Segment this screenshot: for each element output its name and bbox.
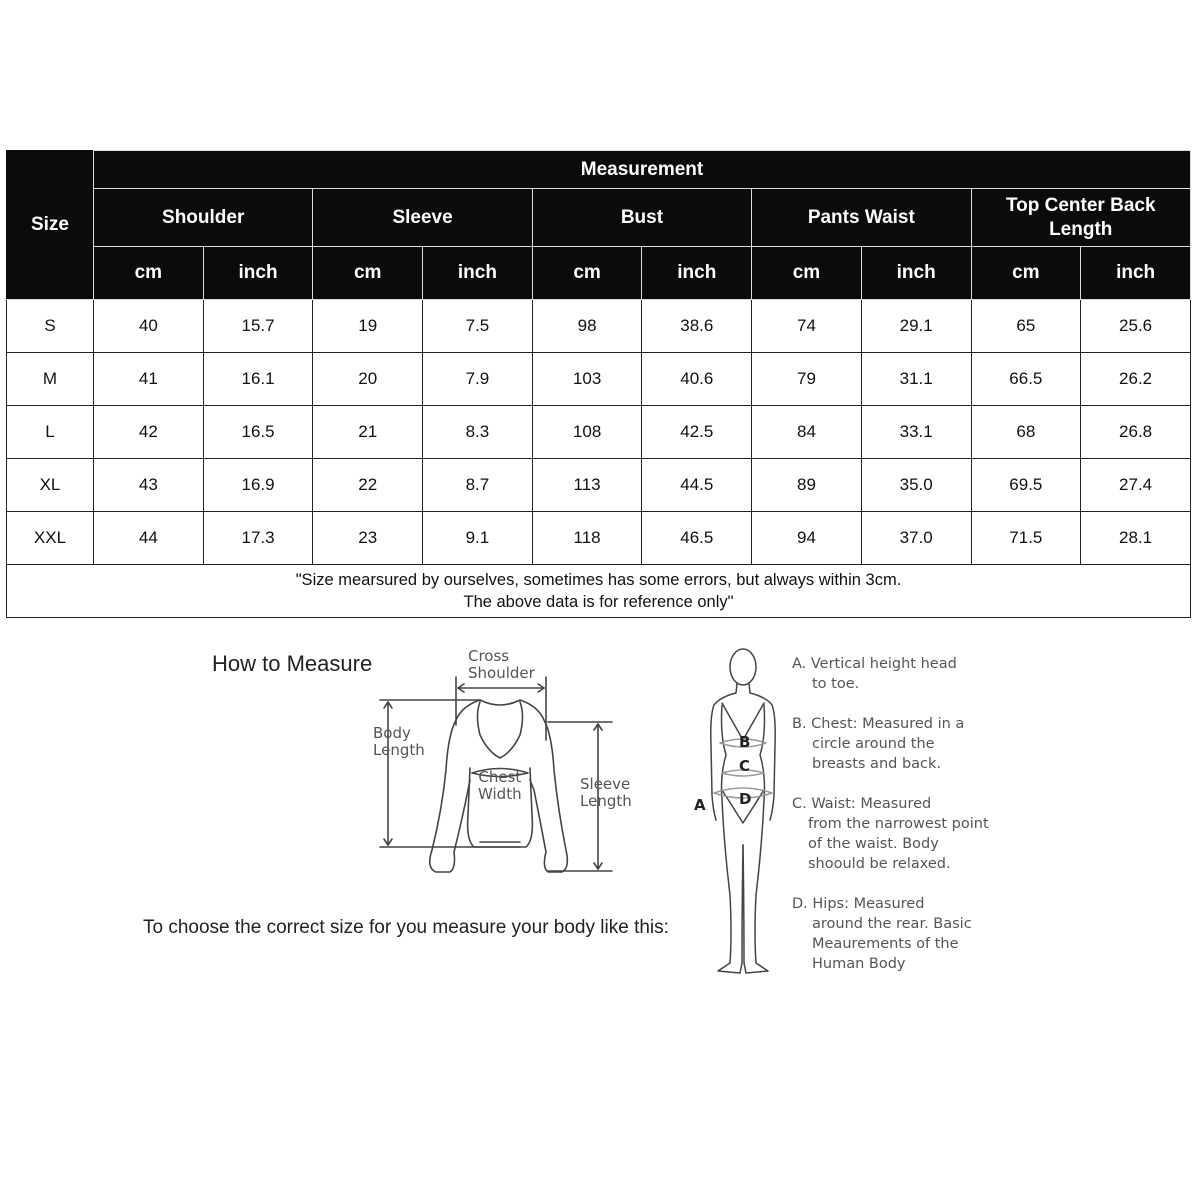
value-cell: 84 (752, 406, 862, 459)
value-cell: 8.7 (423, 459, 533, 512)
back-length-header: Top Center Back Length (971, 189, 1191, 247)
value-cell: 103 (532, 353, 642, 406)
value-cell: 46.5 (642, 512, 752, 565)
value-cell: 43 (94, 459, 204, 512)
value-cell: 33.1 (861, 406, 971, 459)
table-row (7, 406, 1191, 459)
value-cell: 16.5 (203, 406, 313, 459)
size-cell: M (7, 353, 94, 406)
guide-item-a: A. Vertical height head to toe. (792, 656, 957, 692)
value-cell: 38.6 (642, 300, 752, 353)
size-chart-table (6, 150, 1191, 618)
value-cell: 42 (94, 406, 204, 459)
note-line-2: The above data is for reference only" (463, 593, 734, 611)
value-cell: 27.4 (1081, 459, 1191, 512)
bust-header: Bust (532, 189, 751, 247)
value-cell: 44 (94, 512, 204, 565)
value-cell: 19 (313, 300, 423, 353)
value-cell: 20 (313, 353, 423, 406)
size-header: Size (7, 151, 94, 300)
value-cell: 31.1 (861, 353, 971, 406)
size-cell: XXL (7, 512, 94, 565)
value-cell: 7.5 (423, 300, 533, 353)
value-cell: 71.5 (971, 512, 1081, 565)
table-row (7, 300, 1191, 353)
value-cell: 65 (971, 300, 1081, 353)
sleeve-header: Sleeve (313, 189, 532, 247)
size-cell: XL (7, 459, 94, 512)
how-to-measure-title: How to Measure (212, 651, 373, 676)
value-cell: 23 (313, 512, 423, 565)
value-cell: 26.8 (1081, 406, 1191, 459)
value-cell: 42.5 (642, 406, 752, 459)
unit-header-inch: inch (1081, 247, 1191, 300)
table-row (7, 353, 1191, 406)
value-cell: 113 (532, 459, 642, 512)
value-cell: 98 (532, 300, 642, 353)
note-row (7, 565, 1191, 618)
body-letter-b: B (739, 733, 751, 751)
guide-item-d: D. Hips: Measured around the rear. Basic Meaurements of the Human Body (792, 896, 972, 972)
value-cell: 26.2 (1081, 353, 1191, 406)
value-cell: 16.1 (203, 353, 313, 406)
value-cell: 29.1 (861, 300, 971, 353)
unit-row (7, 247, 1191, 300)
unit-header-cm: cm (313, 247, 423, 300)
chest-width-label: Chest Width (478, 768, 522, 803)
value-cell: 28.1 (1081, 512, 1191, 565)
body-letter-d: D (739, 790, 752, 808)
shoulder-header: Shoulder (94, 189, 313, 247)
unit-header-inch: inch (861, 247, 971, 300)
value-cell: 40.6 (642, 353, 752, 406)
value-cell: 108 (532, 406, 642, 459)
value-cell: 79 (752, 353, 862, 406)
value-cell: 89 (752, 459, 862, 512)
unit-header-cm: cm (752, 247, 862, 300)
table-body (7, 300, 1191, 618)
value-cell: 68 (971, 406, 1081, 459)
unit-header-cm: cm (532, 247, 642, 300)
table-row (7, 512, 1191, 565)
measurement-guide-list (792, 654, 992, 994)
body-figure-diagram (700, 645, 790, 980)
unit-header-inch: inch (203, 247, 313, 300)
value-cell: 7.9 (423, 353, 533, 406)
value-cell: 15.7 (203, 300, 313, 353)
value-cell: 94 (752, 512, 862, 565)
unit-header-inch: inch (423, 247, 533, 300)
value-cell: 66.5 (971, 353, 1081, 406)
size-cell: S (7, 300, 94, 353)
value-cell: 16.9 (203, 459, 313, 512)
note-line-1: "Size mearsured by ourselves, sometimes has some errors, but always within 3cm. (295, 571, 902, 589)
guide-item-c: C. Waist: Measured from the narrowest point of the waist. Body shoould be relaxed. (792, 796, 989, 872)
value-cell: 25.6 (1081, 300, 1191, 353)
body-length-label: Body Length (373, 724, 425, 759)
body-letter-a: A (694, 796, 706, 814)
value-cell: 37.0 (861, 512, 971, 565)
value-cell: 74 (752, 300, 862, 353)
value-cell: 35.0 (861, 459, 971, 512)
measurement-header: Measurement (94, 151, 1191, 189)
value-cell: 9.1 (423, 512, 533, 565)
guide-item-b: B. Chest: Measured in a circle around the breasts and back. (792, 716, 965, 772)
unit-header-cm: cm (971, 247, 1081, 300)
body-letter-c: C (739, 757, 751, 775)
unit-header-cm: cm (94, 247, 204, 300)
cross-shoulder-label: Cross Shoulder (468, 647, 535, 682)
sleeve-length-label: Sleeve Length (580, 775, 632, 810)
value-cell: 41 (94, 353, 204, 406)
value-cell: 21 (313, 406, 423, 459)
instruction-text: To choose the correct size for you measure your body like this: (143, 917, 669, 938)
unit-header-inch: inch (642, 247, 752, 300)
value-cell: 40 (94, 300, 204, 353)
value-cell: 118 (532, 512, 642, 565)
value-cell: 44.5 (642, 459, 752, 512)
pants-waist-header: Pants Waist (752, 189, 971, 247)
size-cell: L (7, 406, 94, 459)
value-cell: 17.3 (203, 512, 313, 565)
value-cell: 22 (313, 459, 423, 512)
value-cell: 8.3 (423, 406, 533, 459)
table-row (7, 459, 1191, 512)
value-cell: 69.5 (971, 459, 1081, 512)
disclaimer-note (7, 565, 1191, 618)
